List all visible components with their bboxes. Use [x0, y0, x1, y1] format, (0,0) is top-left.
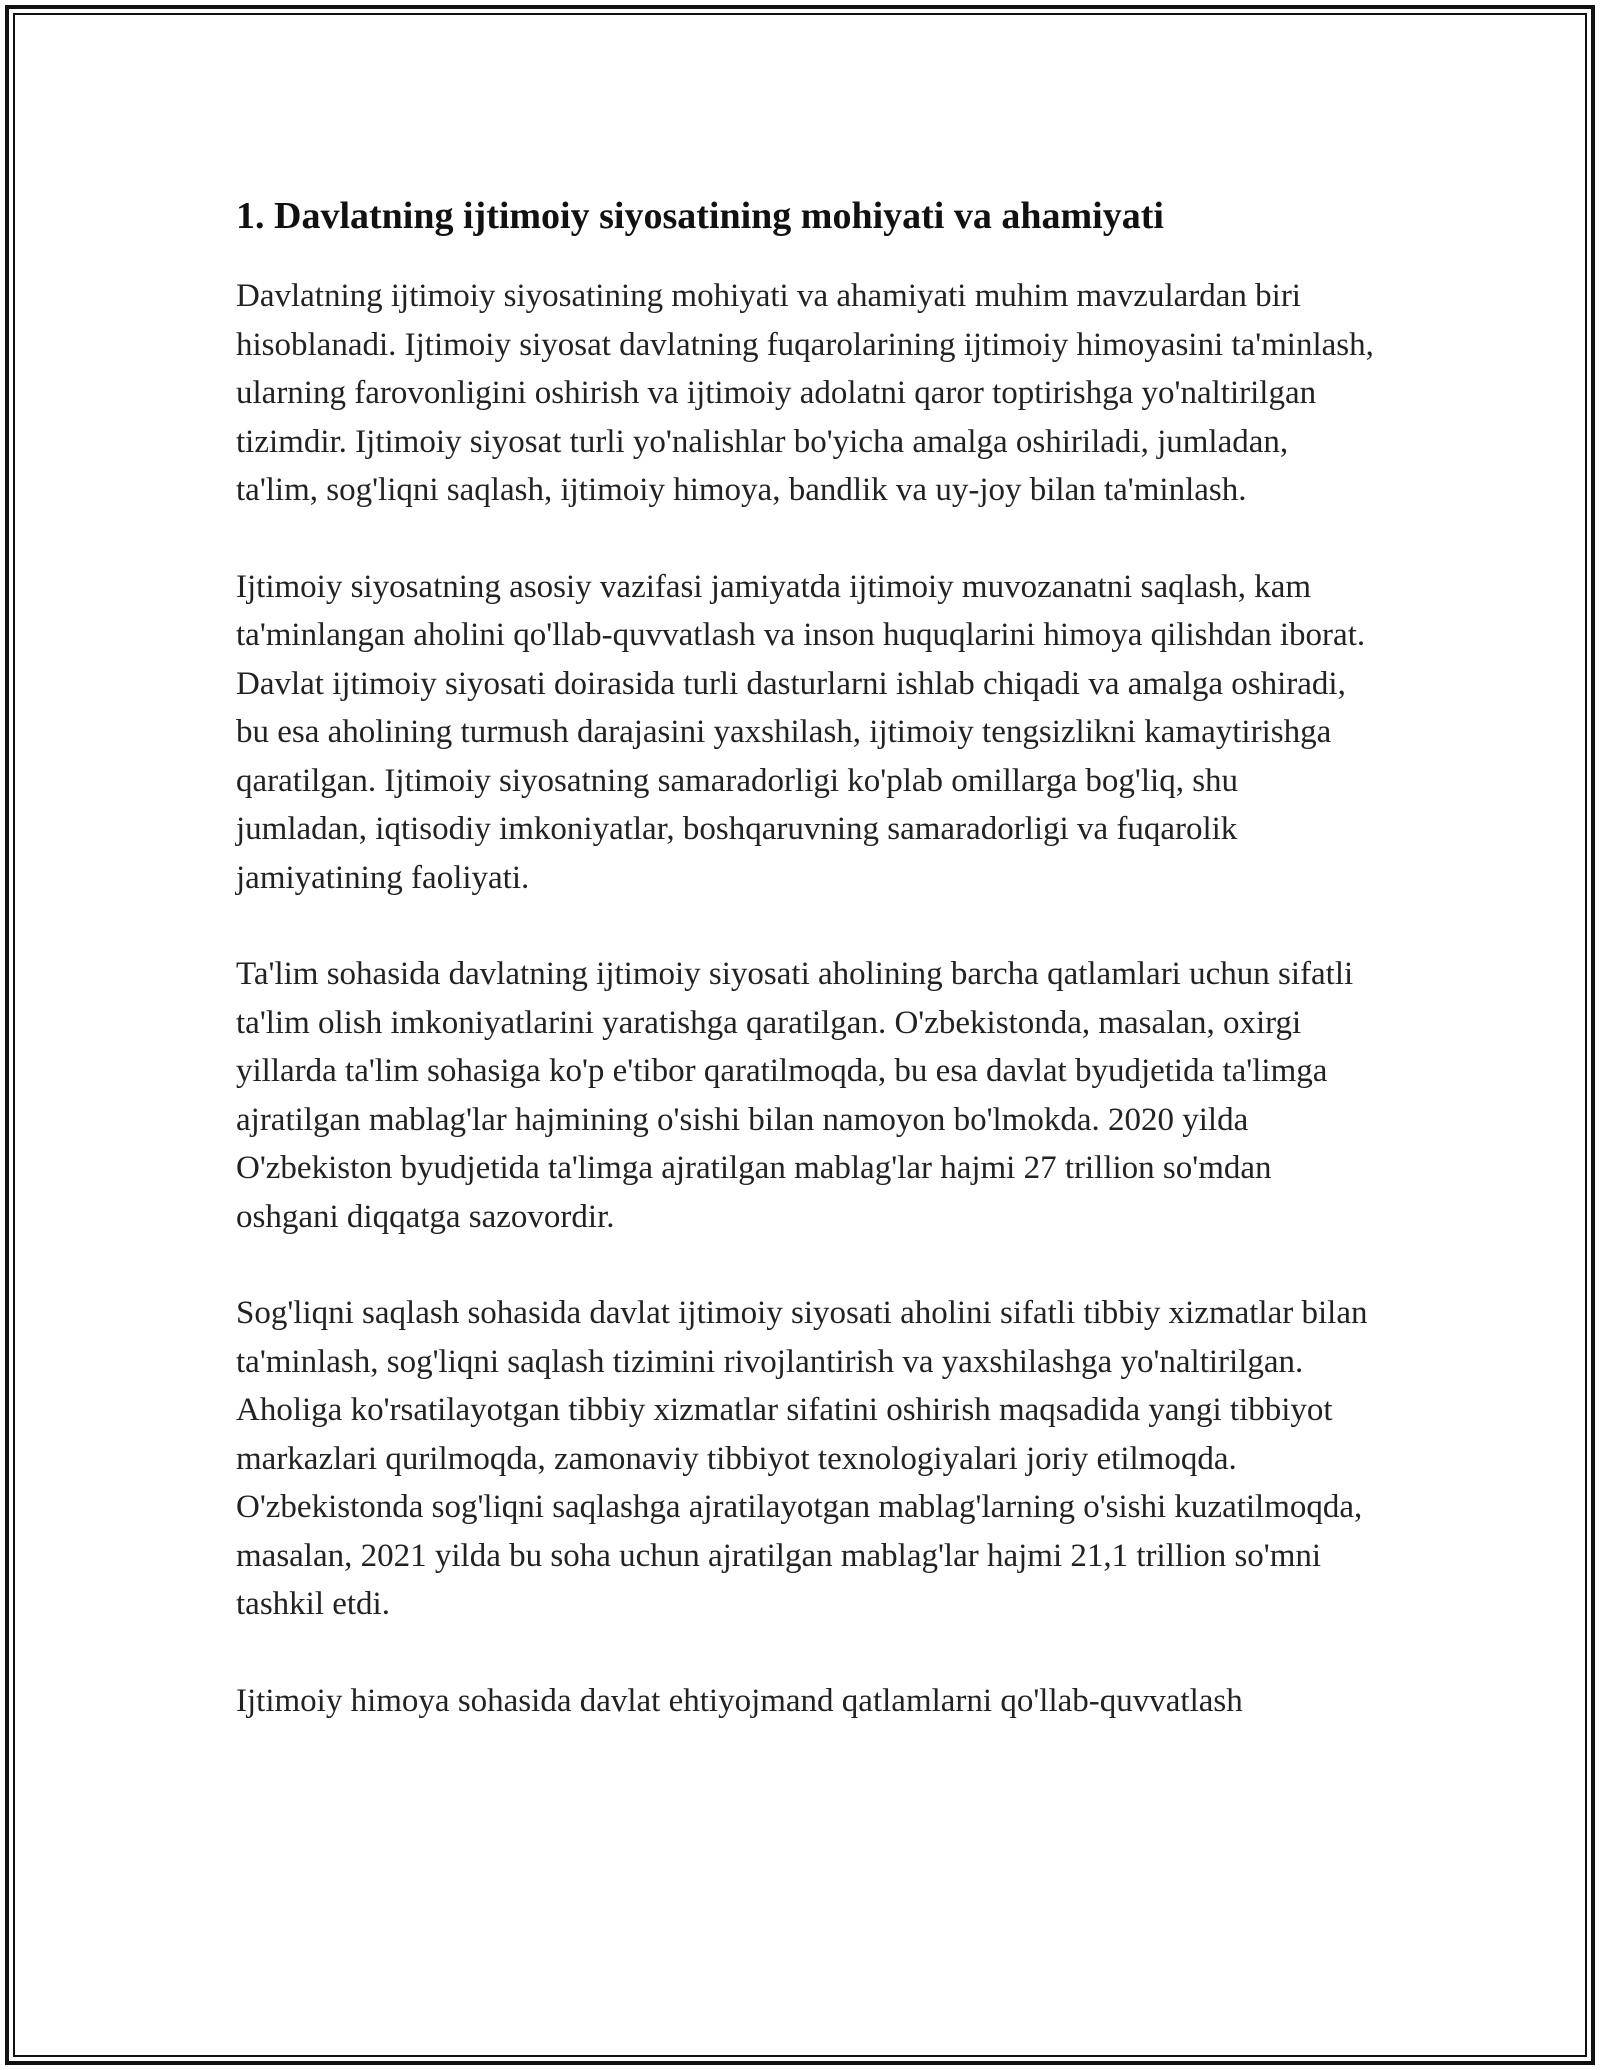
paragraph-4: Sog'liqni saqlash sohasida davlat ijtimoiy siyosati aholini sifatli tibbiy xizmatlar bilan ta'minlash, sog'liqni saqlash tizimini rivojlantirish va yaxshilashga yo'naltirilgan. Aholiga ko'rsatilayotgan tibbiy xizmatlar sifatini oshirish maqsadida yangi tibbiyot markazlari qurilmoqda, zamonaviy tibbiyot texnologiyalari joriy etilmoqda. O'zbekistonda sog'liqni saqlashga ajratilayotgan mablag'larning o'sishi kuzatilmoqda, masalan, 2021 yilda bu soha uchun ajratilgan mablag'lar hajmi 21,1 trillion so'mni tashkil etdi. [236, 1295, 1368, 1622]
section-heading: 1. Davlatning ijtimoiy siyosatining mohiyati va ahamiyati [236, 195, 1164, 237]
paragraph-5: Ijtimoiy himoya sohasida davlat ehtiyojmand qatlamlarni qo'llab-quvvatlash [236, 1682, 1243, 1719]
paragraph-2: Ijtimoiy siyosatning asosiy vazifasi jamiyatda ijtimoiy muvozanatni saqlash, kam ta'minlangan aholini qo'llab-quvvatlash va inson huquqlarini himoya qilishdan iborat. Davlat ijtimoiy siyosati doirasida turli dasturlarni ishlab chiqadi va amalga oshiradi, bu esa aholining turmush darajasini yaxshilash, ijtimoiy tengsizlikni kamaytirishga qaratilgan. Ijtimoiy siyosatning samaradorligi ko'plab omillarga bog'liq, shu jumladan, iqtisodiy imkoniyatlar, boshqaruvning samaradorligi va fuqarolik jamiyatining faoliyati. [236, 568, 1366, 896]
paragraph-3: Ta'lim sohasida davlatning ijtimoiy siyosati aholining barcha qatlamlari uchun sifatli ta'lim olish imkoniyatlarini yaratishga qaratilgan. O'zbekistonda, masalan, oxirgi yillarda ta'lim sohasiga ko'p e'tibor qaratilmoqda, bu esa davlat byudjetida ta'limga ajratilgan mablag'lar hajmining o'sishi bilan namoyon bo'lmokda. 2020 yilda O'zbekiston byudjetida ta'limga ajratilgan mablag'lar hajmi 27 trillion so'mdan oshgani diqqatga sazovordir. [236, 956, 1354, 1235]
document-body [236, 186, 1376, 1773]
paragraph-1: Davlatning ijtimoiy siyosatining mohiyati va ahamiyati muhim mavzulardan biri hisoblanadi. Ijtimoiy siyosat davlatning fuqarolarining ijtimoiy himoyasini ta'minlash, ularning farovonligini oshirish va ijtimoiy adolatni qaror toptirishga yo'naltirilgan tizimdir. Ijtimoiy siyosat turli yo'nalishlar bo'yicha amalga oshiriladi, jumladan, ta'lim, sog'liqni saqlash, ijtimoiy himoya, bandlik va uy-joy bilan ta'minlash. [236, 278, 1374, 508]
